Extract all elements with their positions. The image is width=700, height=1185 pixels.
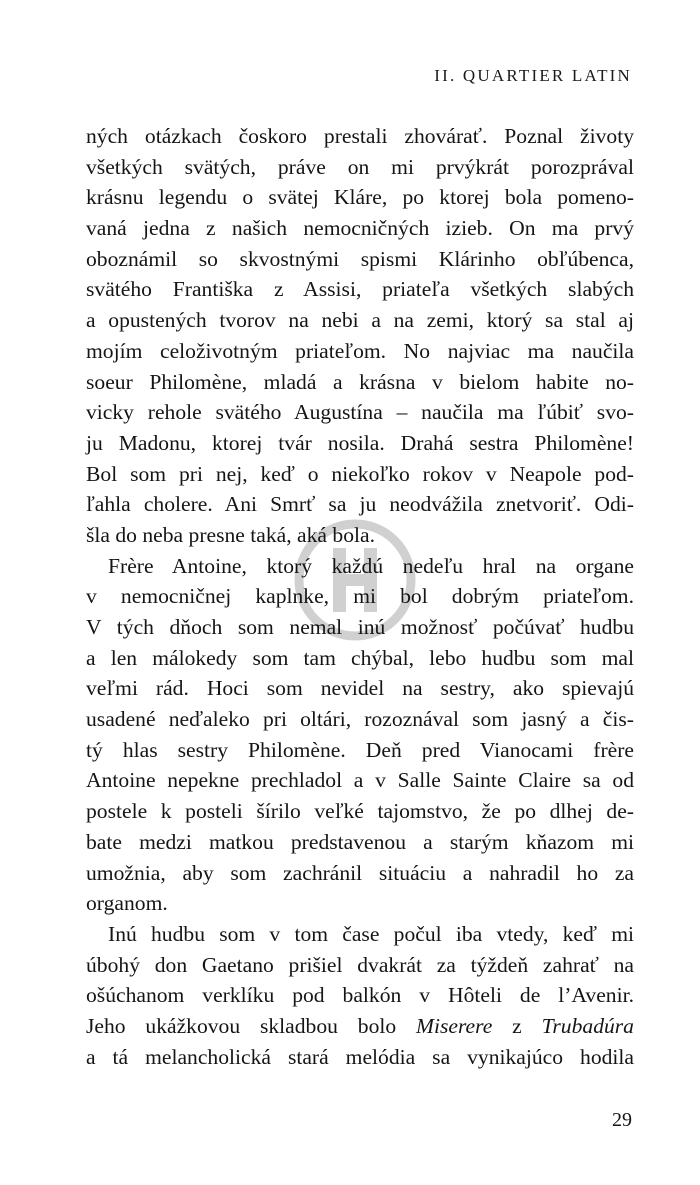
- text-line: vicky rehole svätého Augustína – naučila ma ľúbiť svo-: [86, 400, 634, 425]
- text-line: usadené neďaleko pri oltári, rozoznával som jasný a čis-: [86, 707, 634, 732]
- text-line: všetkých svätých, práve on mi prvýkrát porozprával: [86, 154, 634, 179]
- text-segment: z: [492, 1013, 542, 1038]
- text-line: soeur Philomène, mladá a krásna v bielom habite no-: [86, 369, 634, 394]
- text-line: ných otázkach čoskoro prestali zhovárať. Poznal životy: [86, 124, 634, 148]
- text-line: Frère Antoine, ktorý každú nedeľu hral na organe: [108, 553, 634, 578]
- text-line: a opustených tvorov na nebi a na zemi, ktorý sa stal aj: [86, 308, 634, 333]
- text-segment: Jeho ukážkovou skladbou bolo: [86, 1013, 416, 1038]
- body-text: [86, 121, 634, 1072]
- page-number: 29: [612, 1109, 632, 1131]
- text-line: ošúchanom verklíku pod balkón v Hôteli de l’Avenir.: [86, 983, 634, 1008]
- text-line: vaná jedna z našich nemocničných izieb. On ma prvý: [86, 216, 634, 241]
- paragraph-3: [86, 919, 634, 1072]
- text-line: ľahla cholere. Ani Smrť sa ju neodvážila znetvoriť. Odi-: [86, 492, 634, 517]
- text-line: v nemocničnej kaplnke, mi bol dobrým priateľom.: [86, 584, 634, 609]
- paragraph-2: [86, 551, 634, 919]
- text-line: šla do neba presne taká, aká bola.: [86, 522, 375, 547]
- text-line: krásnu legendu o svätej Kláre, po ktorej bola pomeno-: [86, 185, 634, 210]
- text-line: mojím celoživotným priateľom. No najviac ma naučila: [86, 338, 634, 363]
- running-head: II. QUARTIER LATIN: [434, 66, 632, 85]
- text-line: umožnia, aby som zachránil situáciu a nahradil ho za: [86, 860, 634, 885]
- text-line: Antoine nepekne prechladol a v Salle Sainte Claire sa od: [86, 768, 634, 793]
- text-line: Bol som pri nej, keď o niekoľko rokov v Neapole pod-: [86, 461, 634, 486]
- text-line: svätého Františka z Assisi, priateľa všetkých slabých: [86, 277, 634, 302]
- paragraph-1: [86, 121, 634, 551]
- italic-title-trubadura: Trubadúra: [541, 1013, 634, 1038]
- text-line: veľmi rád. Hoci som nevidel na sestry, ako spievajú: [86, 676, 634, 701]
- text-line: postele k posteli šírilo veľké tajomstvo, že po dlhej de-: [86, 799, 634, 824]
- text-line: V tých dňoch som nemal inú možnosť počúvať hudbu: [86, 615, 634, 639]
- text-line: oboznámil so skvostnými spismi Klárinho obľúbenca,: [86, 246, 634, 271]
- text-line: ju Madonu, ktorej tvár nosila. Drahá sestra Philomène!: [86, 430, 634, 455]
- italic-title-miserere: Miserere: [415, 1013, 493, 1038]
- text-line: [86, 1011, 634, 1042]
- text-line: a len málokedy som tam chýbal, lebo hudbu som mal: [86, 645, 634, 670]
- text-line: organom.: [86, 891, 168, 916]
- text-line: úbohý don Gaetano prišiel dvakrát za týždeň zahrať na: [86, 952, 634, 977]
- text-line: tý hlas sestry Philomène. Deň pred Vianocami frère: [86, 737, 634, 762]
- text-line: bate medzi matkou predstavenou a starým kňazom mi: [86, 829, 634, 854]
- text-line: a tá melancholická stará melódia sa vynikajúco hodila: [86, 1044, 634, 1069]
- text-line: Inú hudbu som v tom čase počul iba vtedy, keď mi: [108, 921, 634, 946]
